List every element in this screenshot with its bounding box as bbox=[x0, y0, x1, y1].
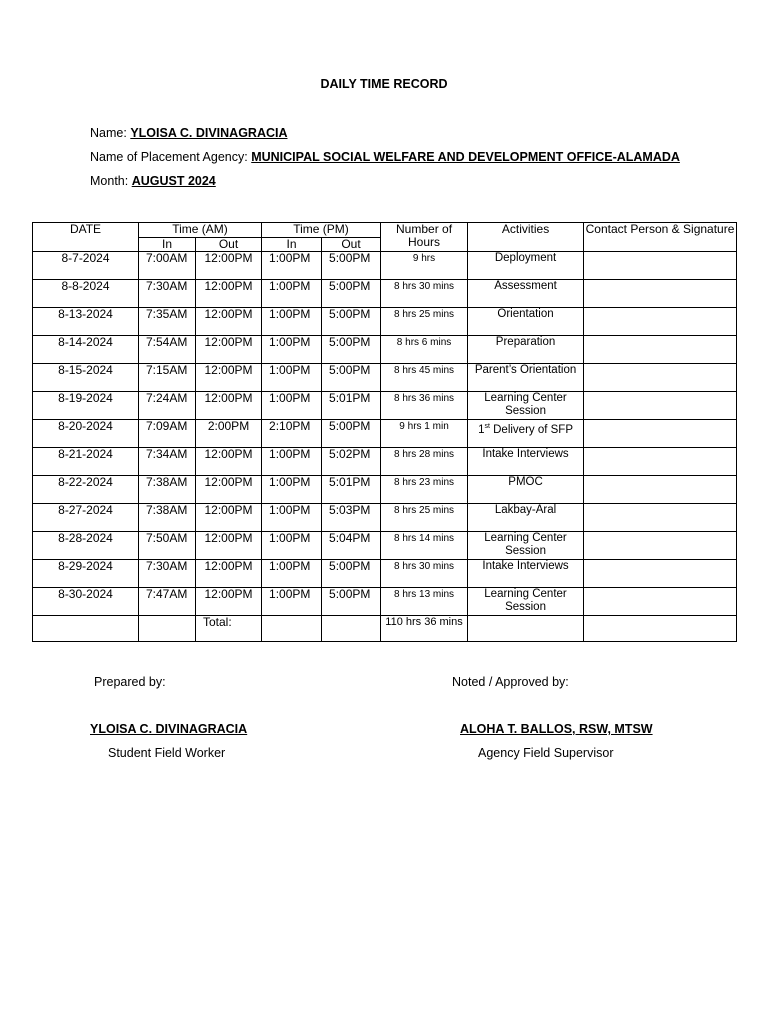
row-am-in: 7:34AM bbox=[139, 448, 196, 476]
row-am-in: 7:30AM bbox=[139, 560, 196, 588]
row-pm-in: 1:00PM bbox=[262, 476, 322, 504]
row-activity: Intake Interviews bbox=[468, 560, 584, 588]
row-date: 8-22-2024 bbox=[33, 476, 139, 504]
row-pm-in: 1:00PM bbox=[262, 392, 322, 420]
row-pm-out: 5:01PM bbox=[322, 476, 381, 504]
noted-by-label: Noted / Approved by: bbox=[452, 675, 569, 689]
row-pm-in: 1:00PM bbox=[262, 308, 322, 336]
header-time-pm: Time (PM) bbox=[262, 223, 381, 238]
total-empty-am-in bbox=[139, 616, 196, 642]
row-am-in: 7:54AM bbox=[139, 336, 196, 364]
prepared-by-label: Prepared by: bbox=[94, 675, 166, 689]
row-hours: 8 hrs 30 mins bbox=[381, 280, 468, 308]
row-hours: 8 hrs 25 mins bbox=[381, 308, 468, 336]
row-date: 8-27-2024 bbox=[33, 504, 139, 532]
row-am-out: 12:00PM bbox=[196, 364, 262, 392]
row-contact-signature bbox=[584, 448, 737, 476]
row-activity: PMOC bbox=[468, 476, 584, 504]
row-contact-signature bbox=[584, 308, 737, 336]
row-hours: 8 hrs 25 mins bbox=[381, 504, 468, 532]
row-pm-out: 5:04PM bbox=[322, 532, 381, 560]
name-line bbox=[90, 126, 288, 140]
table-row bbox=[33, 336, 737, 364]
row-hours: 8 hrs 45 mins bbox=[381, 364, 468, 392]
total-empty-pm-out bbox=[322, 616, 381, 642]
row-pm-out: 5:03PM bbox=[322, 504, 381, 532]
total-hours: 110 hrs 36 mins bbox=[381, 616, 468, 642]
table-row bbox=[33, 476, 737, 504]
noted-by-name: ALOHA T. BALLOS, RSW, MTSW bbox=[460, 722, 653, 736]
row-pm-out: 5:00PM bbox=[322, 364, 381, 392]
row-am-out: 12:00PM bbox=[196, 308, 262, 336]
row-am-in: 7:38AM bbox=[139, 476, 196, 504]
row-activity: Learning Center Session bbox=[468, 392, 584, 420]
row-date: 8-19-2024 bbox=[33, 392, 139, 420]
row-pm-out: 5:01PM bbox=[322, 392, 381, 420]
total-row bbox=[33, 616, 737, 642]
row-pm-in: 1:00PM bbox=[262, 560, 322, 588]
row-contact-signature bbox=[584, 280, 737, 308]
row-activity: Intake Interviews bbox=[468, 448, 584, 476]
row-contact-signature bbox=[584, 364, 737, 392]
row-date: 8-14-2024 bbox=[33, 336, 139, 364]
header-hours: Number of Hours bbox=[381, 223, 468, 252]
row-pm-out: 5:00PM bbox=[322, 336, 381, 364]
row-date: 8-29-2024 bbox=[33, 560, 139, 588]
row-hours: 8 hrs 6 mins bbox=[381, 336, 468, 364]
name-label: Name: bbox=[90, 126, 127, 140]
row-am-out: 12:00PM bbox=[196, 532, 262, 560]
row-hours: 8 hrs 23 mins bbox=[381, 476, 468, 504]
row-activity: Assessment bbox=[468, 280, 584, 308]
row-date: 8-13-2024 bbox=[33, 308, 139, 336]
row-contact-signature bbox=[584, 588, 737, 616]
table-row bbox=[33, 504, 737, 532]
month-line bbox=[90, 174, 216, 188]
row-activity: Learning Center Session bbox=[468, 588, 584, 616]
agency-line bbox=[90, 150, 680, 164]
row-pm-in: 1:00PM bbox=[262, 448, 322, 476]
row-date: 8-28-2024 bbox=[33, 532, 139, 560]
row-am-in: 7:15AM bbox=[139, 364, 196, 392]
table-row bbox=[33, 252, 737, 280]
header-contact: Contact Person & Signature bbox=[584, 223, 737, 252]
row-am-in: 7:00AM bbox=[139, 252, 196, 280]
row-am-out: 12:00PM bbox=[196, 504, 262, 532]
row-date: 8-15-2024 bbox=[33, 364, 139, 392]
table-row bbox=[33, 308, 737, 336]
time-record-table bbox=[32, 222, 737, 642]
prepared-by-name: YLOISA C. DIVINAGRACIA bbox=[90, 722, 248, 736]
row-hours: 9 hrs 1 min bbox=[381, 420, 468, 448]
row-activity: Preparation bbox=[468, 336, 584, 364]
row-am-out: 12:00PM bbox=[196, 392, 262, 420]
row-am-out: 12:00PM bbox=[196, 336, 262, 364]
row-hours: 8 hrs 36 mins bbox=[381, 392, 468, 420]
table-body bbox=[33, 252, 737, 616]
row-pm-in: 2:10PM bbox=[262, 420, 322, 448]
total-empty-pm-in bbox=[262, 616, 322, 642]
row-pm-out: 5:00PM bbox=[322, 308, 381, 336]
table-row bbox=[33, 560, 737, 588]
row-pm-out: 5:00PM bbox=[322, 420, 381, 448]
row-contact-signature bbox=[584, 532, 737, 560]
row-pm-in: 1:00PM bbox=[262, 252, 322, 280]
row-pm-in: 1:00PM bbox=[262, 588, 322, 616]
row-am-out: 12:00PM bbox=[196, 476, 262, 504]
row-date: 8-30-2024 bbox=[33, 588, 139, 616]
table-row bbox=[33, 420, 737, 448]
row-hours: 8 hrs 14 mins bbox=[381, 532, 468, 560]
row-hours: 9 hrs bbox=[381, 252, 468, 280]
header-pm-out: Out bbox=[322, 238, 381, 252]
prepared-by-role: Student Field Worker bbox=[108, 746, 226, 760]
header-time-am: Time (AM) bbox=[139, 223, 262, 238]
row-am-out: 12:00PM bbox=[196, 448, 262, 476]
row-am-in: 7:50AM bbox=[139, 532, 196, 560]
row-pm-in: 1:00PM bbox=[262, 532, 322, 560]
row-activity: Deployment bbox=[468, 252, 584, 280]
row-am-in: 7:24AM bbox=[139, 392, 196, 420]
row-contact-signature bbox=[584, 476, 737, 504]
row-am-in: 7:47AM bbox=[139, 588, 196, 616]
total-empty-contact bbox=[584, 616, 737, 642]
row-date: 8-21-2024 bbox=[33, 448, 139, 476]
row-am-out: 12:00PM bbox=[196, 252, 262, 280]
total-empty-date bbox=[33, 616, 139, 642]
header-pm-in: In bbox=[262, 238, 322, 252]
row-activity: Learning Center Session bbox=[468, 532, 584, 560]
row-contact-signature bbox=[584, 504, 737, 532]
row-activity: Orientation bbox=[468, 308, 584, 336]
row-am-in: 7:09AM bbox=[139, 420, 196, 448]
row-activity: 1st Delivery of SFP bbox=[468, 420, 584, 448]
row-date: 8-20-2024 bbox=[33, 420, 139, 448]
row-pm-out: 5:00PM bbox=[322, 280, 381, 308]
row-pm-out: 5:00PM bbox=[322, 252, 381, 280]
table-row bbox=[33, 280, 737, 308]
row-contact-signature bbox=[584, 560, 737, 588]
header-am-out: Out bbox=[196, 238, 262, 252]
row-date: 8-8-2024 bbox=[33, 280, 139, 308]
total-empty-activity bbox=[468, 616, 584, 642]
header-date: DATE bbox=[33, 223, 139, 252]
noted-by-role: Agency Field Supervisor bbox=[478, 746, 614, 760]
table-row bbox=[33, 532, 737, 560]
student-name: YLOISA C. DIVINAGRACIA bbox=[130, 126, 288, 140]
header-activities: Activities bbox=[468, 223, 584, 252]
row-hours: 8 hrs 30 mins bbox=[381, 560, 468, 588]
row-date: 8-7-2024 bbox=[33, 252, 139, 280]
row-pm-in: 1:00PM bbox=[262, 364, 322, 392]
row-hours: 8 hrs 28 mins bbox=[381, 448, 468, 476]
agency-label: Name of Placement Agency: bbox=[90, 150, 248, 164]
document-title: DAILY TIME RECORD bbox=[320, 77, 448, 91]
row-am-out: 12:00PM bbox=[196, 588, 262, 616]
row-contact-signature bbox=[584, 252, 737, 280]
row-am-out: 2:00PM bbox=[196, 420, 262, 448]
row-hours: 8 hrs 13 mins bbox=[381, 588, 468, 616]
table-row bbox=[33, 448, 737, 476]
header-am-in: In bbox=[139, 238, 196, 252]
row-activity: Parent’s Orientation bbox=[468, 364, 584, 392]
agency-name: MUNICIPAL SOCIAL WELFARE AND DEVELOPMENT OFFICE-ALAMADA bbox=[251, 150, 680, 164]
row-pm-in: 1:00PM bbox=[262, 336, 322, 364]
row-am-out: 12:00PM bbox=[196, 560, 262, 588]
table-row bbox=[33, 588, 737, 616]
table-row bbox=[33, 392, 737, 420]
row-am-in: 7:30AM bbox=[139, 280, 196, 308]
row-pm-in: 1:00PM bbox=[262, 504, 322, 532]
row-am-in: 7:38AM bbox=[139, 504, 196, 532]
row-pm-in: 1:00PM bbox=[262, 280, 322, 308]
row-pm-out: 5:00PM bbox=[322, 560, 381, 588]
row-contact-signature bbox=[584, 392, 737, 420]
row-contact-signature bbox=[584, 420, 737, 448]
row-pm-out: 5:00PM bbox=[322, 588, 381, 616]
row-contact-signature bbox=[584, 336, 737, 364]
month-value: AUGUST 2024 bbox=[131, 174, 216, 188]
row-am-out: 12:00PM bbox=[196, 280, 262, 308]
table-row bbox=[33, 364, 737, 392]
row-am-in: 7:35AM bbox=[139, 308, 196, 336]
row-pm-out: 5:02PM bbox=[322, 448, 381, 476]
total-label: Total: bbox=[196, 616, 262, 642]
month-label: Month: bbox=[90, 174, 129, 188]
row-activity: Lakbay-Aral bbox=[468, 504, 584, 532]
